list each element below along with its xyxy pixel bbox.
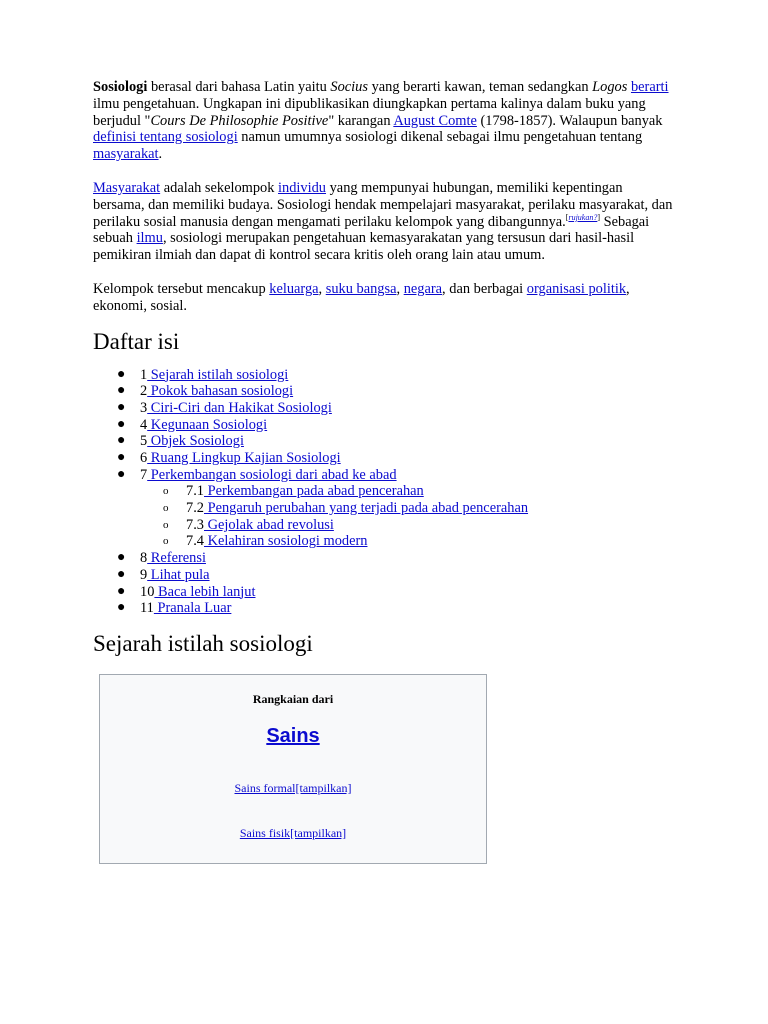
- link-rujukan[interactable]: rujukan?: [568, 212, 598, 222]
- bullet-icon: ●: [117, 566, 126, 582]
- infobox-row: [100, 825, 486, 842]
- toc-link[interactable]: Objek Sosiologi: [147, 433, 244, 450]
- circle-bullet-icon: o: [163, 502, 169, 515]
- toc-item: ● 1 Sejarah istilah sosiologi: [117, 366, 289, 383]
- bullet-icon: ●: [117, 399, 126, 415]
- infobox-caption: Rangkaian dari: [252, 691, 334, 706]
- infobox: [99, 674, 487, 864]
- link-definisi-sosiologi[interactable]: definisi tentang sosiologi: [93, 129, 238, 146]
- link-masyarakat-2[interactable]: Masyarakat: [93, 179, 161, 196]
- toc-item: ● 6 Ruang Lingkup Kajian Sosiologi: [117, 450, 341, 466]
- link-ilmu[interactable]: ilmu: [136, 230, 163, 247]
- bullet-icon: ●: [117, 416, 126, 432]
- term-sosiologi: Sosiologi: [93, 79, 148, 95]
- bullet-icon: ●: [117, 600, 126, 616]
- section-heading: Sejarah istilah sosiologi: [93, 630, 313, 656]
- link-sains-fisik[interactable]: Sains fisik[tampilkan]: [239, 825, 347, 840]
- bullet-icon: ●: [117, 550, 126, 566]
- link-individu[interactable]: individu: [278, 179, 327, 196]
- toc-link[interactable]: Gejolak abad revolusi: [204, 516, 334, 533]
- bullet-icon: ●: [117, 383, 126, 399]
- toc-link[interactable]: Baca lebih lanjut: [154, 583, 256, 600]
- link-sains[interactable]: Sains: [266, 724, 320, 747]
- toc-item: ● 9 Lihat pula: [117, 566, 210, 583]
- toc-subitem: o 7.4 Kelahiran sosiologi modern: [163, 533, 368, 550]
- circle-bullet-icon: o: [163, 485, 169, 498]
- intro-paragraph-2: Masyarakat adalah sekelompok individu yang mempunyai hubungan, memiliki kepentingan bersama, dan memiliki budaya. Sosiologi hendak mempelajari masyarakat, perilaku masyarakat, dan perilaku sosial manusia dengan mengamati perilaku kelompok yang dibangunnya.[rujukan?] Sebagai sebuah ilmu, sosiologi merupakan pengetahuan kemasyarakatan yang tersusun dari hasil-hasil pemikiran ilmiah dan dapat di kontrol secara kritis oleh orang lain atau umum.: [93, 179, 673, 264]
- intro-paragraph-3: Kelompok tersebut mencakup keluarga, suku bangsa, negara, dan berbagai organisasi politik, ekonomi, sosial.: [93, 280, 630, 314]
- article-content: [93, 79, 673, 864]
- toc-item: ● 2 Pokok bahasan sosiologi: [117, 383, 294, 400]
- toc-item: ● 7 Perkembangan sosiologi dari abad ke abad: [117, 466, 397, 483]
- link-negara[interactable]: negara: [403, 280, 443, 297]
- toc-link[interactable]: Perkembangan sosiologi dari abad ke abad: [147, 466, 397, 483]
- toc-item: ● 11 Pranala Luar: [117, 600, 232, 617]
- link-keluarga[interactable]: keluarga: [269, 280, 319, 297]
- toc-item: ● 5 Objek Sosiologi: [117, 433, 244, 450]
- bullet-icon: ●: [117, 450, 126, 465]
- link-suku-bangsa[interactable]: suku bangsa: [325, 280, 397, 297]
- infobox-main: [100, 724, 486, 747]
- bullet-icon: ●: [117, 466, 126, 482]
- circle-bullet-icon: o: [163, 518, 169, 531]
- link-august-comte[interactable]: August Comte: [393, 112, 477, 129]
- table-of-contents: [93, 367, 673, 617]
- infobox-row: [100, 780, 486, 797]
- toc-subitem: o 7.2 Pengaruh perubahan yang terjadi pada abad pencerahan: [163, 500, 529, 517]
- toc-link[interactable]: Ruang Lingkup Kajian Sosiologi: [147, 450, 341, 466]
- toc-subitem: o 7.3 Gejolak abad revolusi: [163, 516, 334, 533]
- toc-subitem: o 7.1 Perkembangan pada abad pencerahan: [163, 483, 424, 500]
- toc-link[interactable]: Sejarah istilah sosiologi: [147, 366, 289, 383]
- toc-link[interactable]: Kelahiran sosiologi modern: [204, 533, 368, 550]
- toc-link[interactable]: Pokok bahasan sosiologi: [147, 383, 294, 400]
- toc-link[interactable]: Kegunaan Sosiologi: [147, 416, 268, 433]
- toc-item: ● 3 Ciri-Ciri dan Hakikat Sosiologi: [117, 399, 332, 416]
- circle-bullet-icon: o: [163, 535, 169, 548]
- citation-needed: [rujukan?]: [565, 212, 601, 222]
- toc-item: ● 4 Kegunaan Sosiologi: [117, 416, 268, 433]
- intro-paragraph-1: Sosiologi berasal dari bahasa Latin yaitu Socius yang berarti kawan, teman sedangkan Logos berarti ilmu pengetahuan. Ungkapan ini dipublikasikan diungkapkan pertama kalinya dalam buku yang berjudul "Cours De Philosophie Positive" karangan August Comte (1798-1857). Walaupun banyak definisi tentang sosiologi namun umumnya sosiologi dikenal sebagai ilmu pengetahuan tentang masyarakat.: [93, 79, 669, 163]
- toc-item: ● 10 Baca lebih lanjut: [117, 583, 256, 600]
- toc-item: ● 8 Referensi: [117, 550, 206, 567]
- link-berarti[interactable]: berarti: [630, 79, 669, 95]
- link-masyarakat[interactable]: masyarakat: [93, 146, 159, 163]
- toc-link[interactable]: Referensi: [147, 550, 206, 567]
- link-organisasi-politik[interactable]: organisasi politik: [526, 280, 627, 297]
- link-sains-formal[interactable]: Sains formal[tampilkan]: [234, 780, 352, 795]
- bullet-icon: ●: [117, 366, 126, 382]
- toc-heading: Daftar isi: [93, 328, 180, 354]
- toc-link[interactable]: Pengaruh perubahan yang terjadi pada abad pencerahan: [204, 500, 529, 517]
- toc-link[interactable]: Pranala Luar: [153, 600, 232, 617]
- toc-link[interactable]: Perkembangan pada abad pencerahan: [204, 483, 424, 500]
- bullet-icon: ●: [117, 583, 126, 599]
- bullet-icon: ●: [117, 433, 126, 449]
- toc-link[interactable]: Lihat pula: [147, 566, 210, 583]
- book-title: Cours De Philosophie Positive: [150, 112, 329, 129]
- toc-link[interactable]: Ciri-Ciri dan Hakikat Sosiologi: [147, 399, 332, 416]
